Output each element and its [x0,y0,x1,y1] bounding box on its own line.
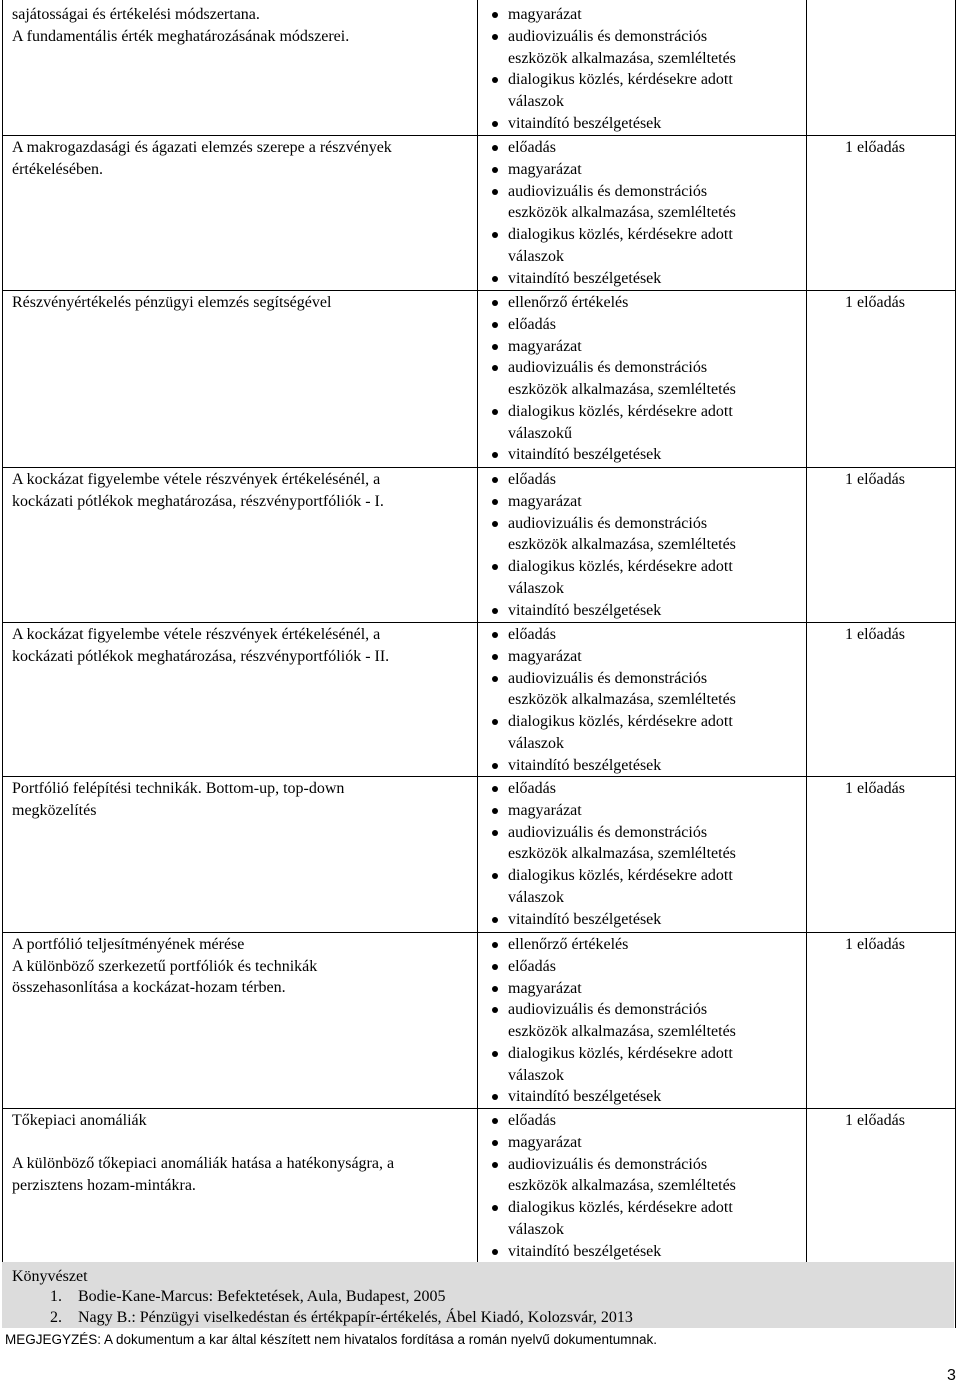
method-bullet-item: dialogikus közlés, kérdésekre adott [486,1197,806,1219]
method-bullet-item: előadás [486,137,806,159]
topic-line: A kockázat figyelembe vétele részvények értékelésénél, a [12,626,381,643]
methods-cell [486,4,806,135]
hours-cell: 1 előadás [845,936,905,953]
bibliography-item-number: 2. [50,1309,62,1326]
table-column-divider [477,0,478,1328]
bibliography-title: Könyvészet [12,1268,88,1285]
methods-cell [486,778,806,930]
method-bullet-item: dialogikus közlés, kérdésekre adott [486,1043,806,1065]
bibliography-item-text: Bodie-Kane-Marcus: Befektetések, Aula, Budapest, 2005 [78,1288,446,1305]
topic-line: kockázati pótlékok meghatározása, részvényportfóliók - II. [12,647,390,665]
method-bullet-item: dialogikus közlés, kérdésekre adott [486,556,806,578]
method-bullet-item: audiovizuális és demonstrációs [486,513,806,535]
methods-cell [486,137,806,289]
method-bullet-item: előadás [486,314,806,336]
table-row-divider [2,932,955,933]
method-bullet-item: audiovizuális és demonstrációs [486,181,806,203]
method-bullet-item: magyarázat [486,646,806,668]
methods-cell [486,292,806,466]
table-row-divider [2,135,955,136]
table-column-divider [955,0,956,1328]
method-bullet-item: vitaindító beszélgetések [486,444,806,466]
method-continuation: válaszok [508,1220,564,1238]
topic-line: értékelésében. [12,160,104,178]
hours-cell: 1 előadás [845,471,905,488]
method-bullet-item: audiovizuális és demonstrációs [486,668,806,690]
topic-line: A különböző tőkepiaci anomáliák hatása a hatékonyságra, a [12,1155,395,1173]
translation-note: MEGJEGYZÉS: A dokumentum a kar által készített nem hivatalos fordítása a román nyelvű dokumentumnak. [5,1332,658,1347]
methods-cell [486,469,806,621]
bibliography-item-text: Nagy B.: Pénzügyi viselkedéstan és értékpapír-értékelés, Ábel Kiadó, Kolozsvár, 2013 [78,1309,633,1326]
method-bullet-item: vitaindító beszélgetések [486,268,806,290]
bibliography-item-number: 1. [50,1288,62,1305]
topic-line: perzisztens hozam-mintákra. [12,1176,196,1194]
method-bullet-item: dialogikus közlés, kérdésekre adott [486,224,806,246]
method-continuation: eszközök alkalmazása, szemléltetés [508,381,736,398]
method-bullet-item: audiovizuális és demonstrációs [486,822,806,844]
method-bullet-item: vitaindító beszélgetések [486,909,806,931]
method-bullet-item: dialogikus közlés, kérdésekre adott [486,69,806,91]
topic-line: Tőkepiaci anomáliák [12,1112,147,1129]
table-row-divider [2,1108,955,1109]
method-continuation: eszközök alkalmazása, szemléltetés [508,204,736,222]
method-continuation: válaszok [508,247,564,265]
topic-line: megközelítés [12,801,97,819]
method-continuation: válaszokű [508,424,572,442]
method-continuation: eszközök alkalmazása, szemléltetés [508,845,736,863]
topic-line: Részvényértékelés pénzügyi elemzés segítségével [12,294,332,311]
bibliography-section [2,1262,954,1328]
hours-cell: 1 előadás [845,1112,905,1129]
method-bullet-item: magyarázat [486,978,806,1000]
method-bullet-item: vitaindító beszélgetések [486,1241,806,1263]
method-continuation: eszközök alkalmazása, szemléltetés [508,536,736,554]
table-column-divider [2,0,3,1328]
method-bullet-item: audiovizuális és demonstrációs [486,1154,806,1176]
method-bullet-item: audiovizuális és demonstrációs [486,999,806,1021]
method-continuation: eszközök alkalmazása, szemléltetés [508,1177,736,1195]
method-bullet-item: előadás [486,778,806,800]
hours-cell: 1 előadás [845,294,905,311]
topic-line: sajátosságai és értékelési módszertana. [12,6,260,23]
topic-cell [12,778,472,821]
method-bullet-item: dialogikus közlés, kérdésekre adott [486,711,806,733]
topic-line: A fundamentális érték meghatározásának módszerei. [12,27,350,45]
topic-cell [12,292,472,314]
hours-cell: 1 előadás [845,780,905,797]
table-column-divider [806,0,807,1328]
topic-cell [12,4,472,47]
method-continuation: válaszok [508,579,564,597]
method-bullet-item: előadás [486,469,806,491]
topic-cell [12,934,472,999]
topic-line: összehasonlítása a kockázat-hozam térben. [12,979,286,997]
topic-cell [12,137,472,180]
method-bullet-item: magyarázat [486,800,806,822]
table-row-divider [2,290,955,291]
method-continuation: eszközök alkalmazása, szemléltetés [508,691,736,709]
topic-line: Portfólió felépítési technikák. Bottom-up, top-down [12,780,345,797]
methods-cell [486,1110,806,1262]
hours-cell: 1 előadás [845,626,905,643]
topic-cell [12,1110,472,1196]
method-continuation: válaszok [508,1066,564,1084]
hours-cell: 1 előadás [845,139,905,156]
method-continuation: válaszok [508,734,564,752]
method-bullet-item: magyarázat [486,491,806,513]
method-bullet-item: audiovizuális és demonstrációs [486,26,806,48]
topic-line: kockázati pótlékok meghatározása, részvényportfóliók - I. [12,492,384,510]
topic-line: A makrogazdasági és ágazati elemzés szerepe a részvények [12,139,392,156]
method-continuation: eszközök alkalmazása, szemléltetés [508,49,736,67]
method-bullet-item: vitaindító beszélgetések [486,755,806,777]
methods-cell [486,624,806,776]
method-bullet-item: magyarázat [486,159,806,181]
topic-line: A portfólió teljesítményének mérése [12,936,245,953]
page-number: 3 [947,1367,956,1384]
method-bullet-item: dialogikus közlés, kérdésekre adott [486,401,806,423]
method-bullet-item: előadás [486,1110,806,1132]
method-bullet-item: előadás [486,624,806,646]
topic-line: A kockázat figyelembe vétele részvények értékelésénél, a [12,471,381,488]
table-row-divider [2,622,955,623]
topic-cell [12,624,472,667]
method-bullet-item: audiovizuális és demonstrációs [486,357,806,379]
method-bullet-item: magyarázat [486,4,806,26]
method-bullet-item: előadás [486,956,806,978]
methods-cell [486,934,806,1108]
table-row-divider [2,467,955,468]
topic-line: A különböző szerkezetű portfóliók és technikák [12,957,318,975]
method-bullet-item: dialogikus közlés, kérdésekre adott [486,865,806,887]
method-bullet-item: ellenőrző értékelés [486,934,806,956]
table-row-divider [2,776,955,777]
method-bullet-item: vitaindító beszélgetések [486,113,806,135]
method-bullet-item: vitaindító beszélgetések [486,600,806,622]
method-bullet-item: magyarázat [486,336,806,358]
topic-line [12,1132,472,1154]
method-bullet-item: ellenőrző értékelés [486,292,806,314]
topic-cell [12,469,472,512]
method-continuation: eszközök alkalmazása, szemléltetés [508,1023,736,1040]
method-continuation: válaszok [508,888,564,906]
method-bullet-item: vitaindító beszélgetések [486,1086,806,1108]
method-continuation: válaszok [508,93,564,110]
method-bullet-item: magyarázat [486,1132,806,1154]
